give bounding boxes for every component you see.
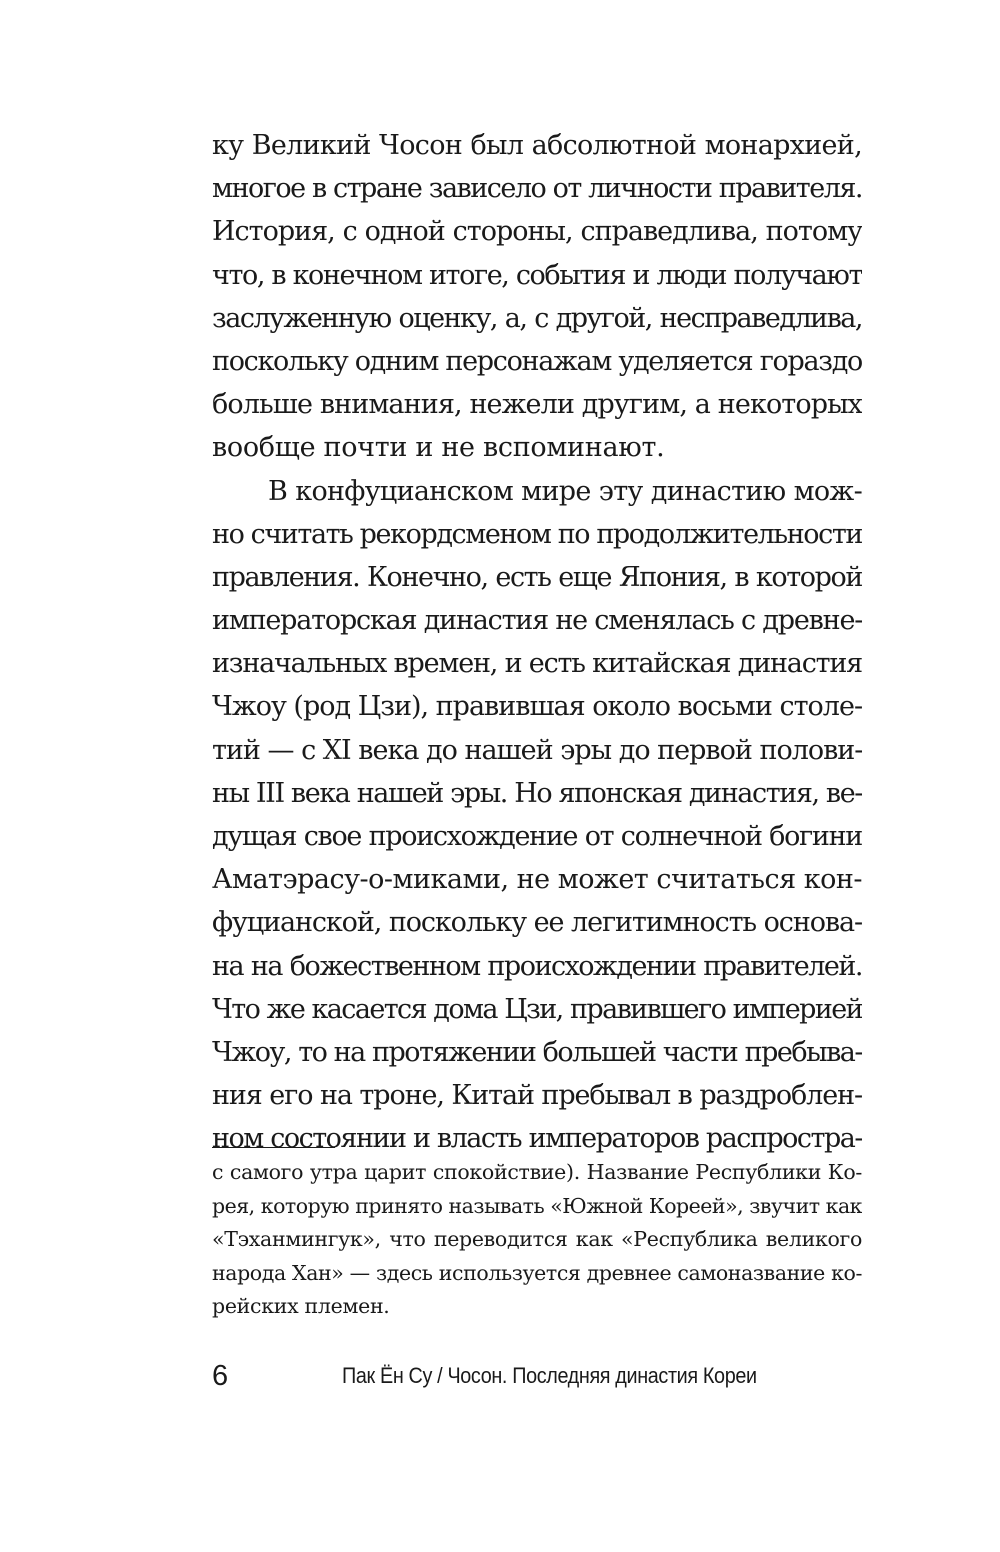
text-line: больше внимания, нежели другим, а некоторых [212,389,862,421]
text-line: многое в стране зависело от личности правителя. [212,173,862,205]
text-line: заслуженную оценку, а, с другой, несправедлива, [212,302,862,334]
page-number: 6 [212,1360,229,1392]
footnote-line: народа Хан» — здесь используется древнее самоназвание ко- [212,1260,862,1285]
footnote-line: рейских племен. [212,1294,390,1319]
text-line: поскольку одним персонажам уделяется гораздо [212,345,862,377]
text-line: ния его на троне, Китай пребывал в раздроблен- [212,1080,862,1112]
footnote-line: «Тэханмингук», что переводится как «Республика великого [212,1227,862,1252]
footnote [212,1156,862,1324]
text-line: фуцианской, поскольку ее легитимность основа- [212,907,862,939]
text-line: Аматэрасу-о-миками, не может считаться кон- [212,864,862,896]
text-line: Чжоу (род Цзи), правившая около восьми столе- [212,691,862,723]
text-line: вообще почти и не вспоминают. [212,432,665,464]
text-line: ку Великий Чосон был абсолютной монархией, [212,130,862,161]
footnote-line: с самого утра царит спокойствие). Название Республики Ко- [212,1160,862,1184]
text-line: Что же касается дома Цзи, правившего империей [212,993,862,1025]
text-line: История, с одной стороны, справедлива, потому [212,216,862,248]
main-text [212,124,862,1161]
running-title: Пак Ён Су / Чосон. Последняя династия Кореи [342,1363,757,1388]
text-line: императорская династия не сменялась с древне- [212,605,862,637]
text-line: ном состоянии и власть императоров распростра- [212,1123,862,1155]
text-line: но считать рекордсменом по продолжительности [212,518,862,550]
text-line: изначальных времен, и есть китайская династия [212,648,862,680]
text-line: тий — с XI века до нашей эры до первой полови- [212,734,862,766]
footnote-line: рея, которую принято называть «Южной Кореей», звучит как [212,1193,862,1218]
footnote-divider [212,1147,335,1148]
text-line: что, в конечном итоге, события и люди получают [212,259,862,291]
page-footer [212,1356,862,1396]
text-line: на на божественном происхождении правителей. [212,950,862,982]
text-line: В конфуцианском мире эту династию мож- [268,475,862,507]
text-line: ны III века нашей эры. Но японская династия, ве- [212,777,862,809]
text-line: правления. Конечно, есть еще Япония, в которой [212,561,862,593]
text-line: Чжоу, то на протяжении большей части пребыва- [212,1036,862,1068]
text-line: дущая свое происхождение от солнечной богини [212,821,862,852]
